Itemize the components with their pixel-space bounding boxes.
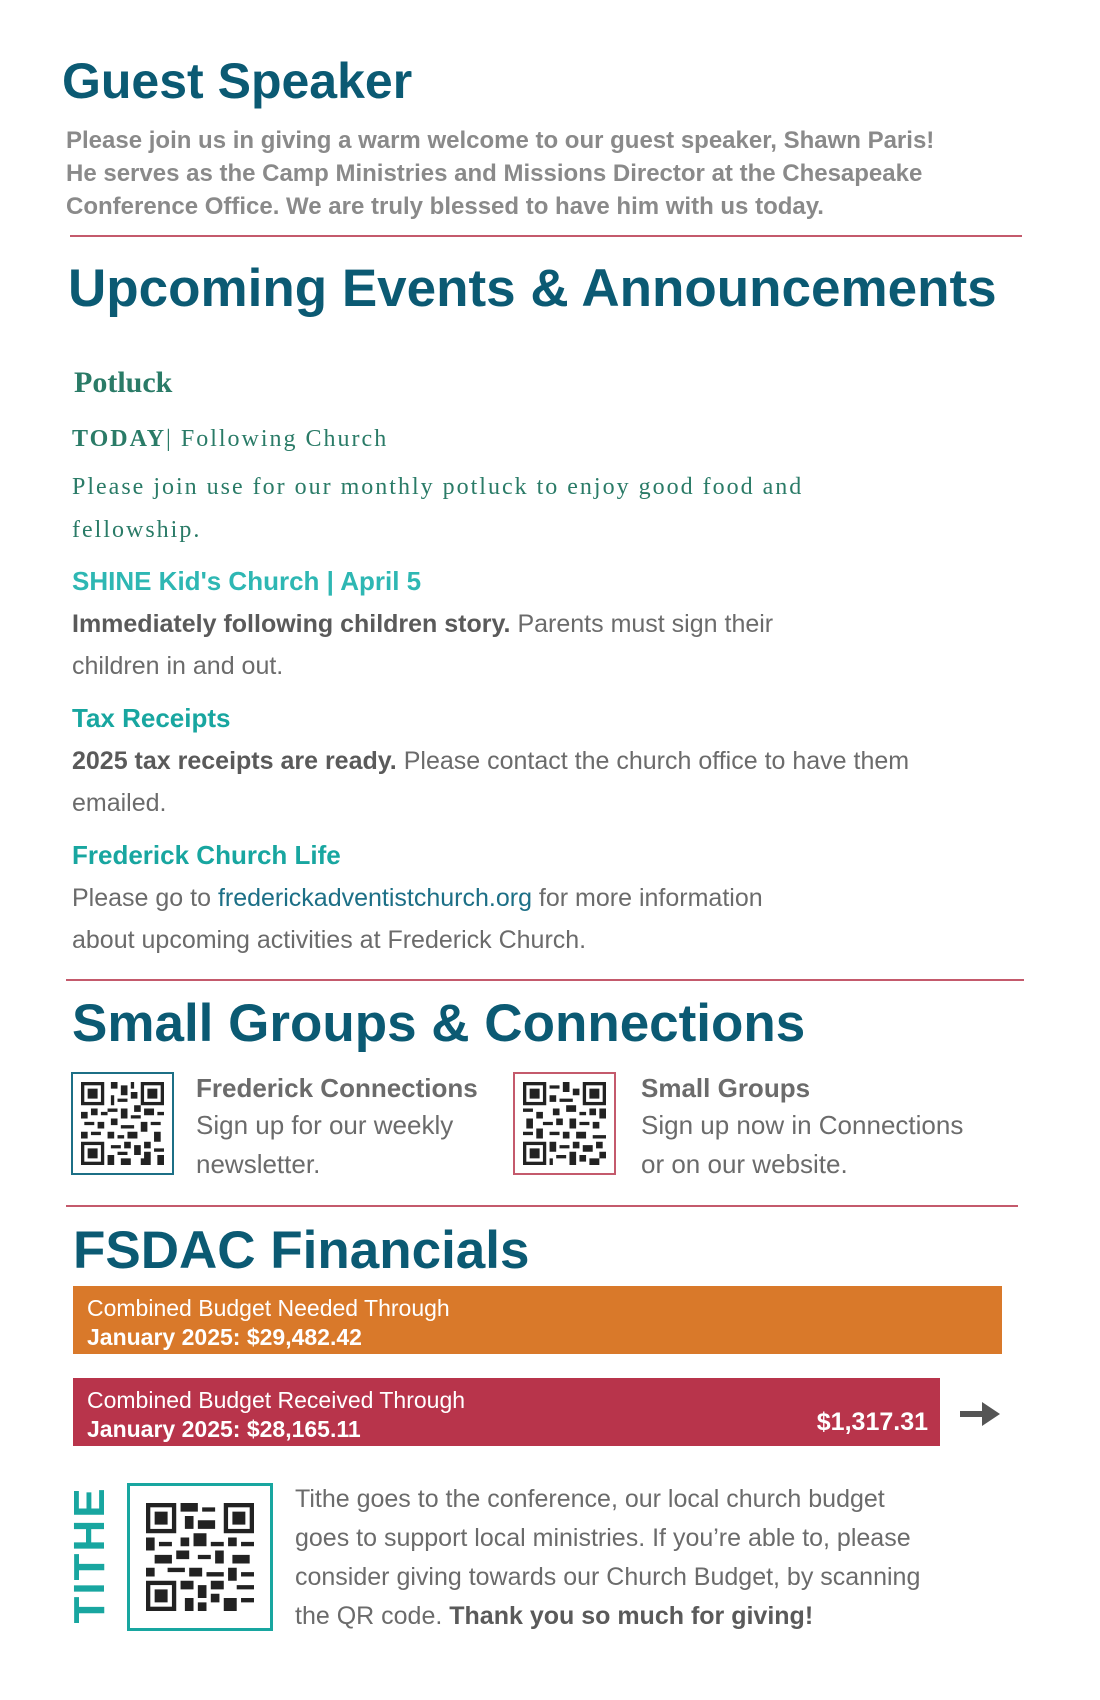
church-life-section [72, 840, 763, 961]
divider [66, 1205, 1018, 1207]
connections-qr-code[interactable] [71, 1072, 174, 1175]
tithe-qr-code[interactable] [127, 1483, 273, 1631]
potluck-desc-line: fellowship. [72, 517, 202, 543]
shine-section [72, 566, 773, 687]
small-groups-line: Sign up now in Connections [641, 1110, 964, 1140]
potluck-heading: Potluck [74, 366, 173, 399]
shine-rest2: children in and out. [72, 652, 284, 680]
budget-received-label: Combined Budget Received Through [87, 1387, 466, 1413]
tax-heading: Tax Receipts [72, 703, 231, 733]
guest-line: He serves as the Camp Ministries and Missions Director at the Chesapeake [66, 160, 923, 187]
tithe-label-text: TITHE [65, 1486, 114, 1624]
tithe-line [295, 1597, 920, 1636]
tithe-line: consider giving towards our Church Budget, by scanning [295, 1563, 921, 1591]
events-title: Upcoming Events & Announcements [68, 259, 997, 318]
tithe-label [61, 1480, 119, 1630]
church-life-text [72, 877, 763, 961]
potluck-when-bold: TODAY [72, 426, 167, 452]
tax-rest2: emailed. [72, 789, 167, 817]
qr-code-icon [81, 1082, 164, 1165]
church-life-line2: about upcoming activities at Frederick Church. [72, 926, 587, 954]
potluck-desc-line: Please join use for our monthly potluck to enjoy good food and [72, 474, 804, 500]
shine-text [72, 603, 773, 687]
divider [70, 235, 1022, 237]
church-life-pre: Please go to [72, 884, 218, 912]
budget-needed-amount: January 2025: $29,482.42 [87, 1324, 362, 1350]
connections-line: newsletter. [196, 1149, 321, 1179]
small-groups-heading: Small Groups [641, 1073, 811, 1103]
church-life-post: for more information [531, 884, 763, 912]
tax-bold: 2025 tax receipts are ready. [72, 747, 397, 775]
tax-rest: Please contact the church office to have them [396, 747, 910, 775]
guest-line: Conference Office. We are truly blessed to have him with us today. [66, 193, 824, 220]
guest-line: Please join us in giving a warm welcome to our guest speaker, Shawn Paris! [66, 127, 935, 154]
shine-heading: SHINE Kid's Church | April 5 [72, 566, 422, 596]
tithe-text [295, 1480, 920, 1636]
tithe-line4-pre: the QR code. [295, 1602, 450, 1630]
church-life-heading: Frederick Church Life [72, 840, 341, 870]
connections-info [196, 1070, 478, 1184]
budget-received-amount: January 2025: $28,165.11 [87, 1416, 361, 1442]
arrow-right-icon [960, 1402, 1002, 1426]
budget-needed-label: Combined Budget Needed Through [87, 1295, 450, 1321]
budget-received-bar [73, 1378, 940, 1446]
potluck-when [72, 426, 388, 453]
qr-code-icon [523, 1082, 606, 1165]
tithe-line: goes to support local ministries. If you’re able to, please [295, 1524, 911, 1552]
small-groups-line: or on our website. [641, 1149, 848, 1179]
tax-section [72, 703, 909, 824]
shine-rest: Parents must sign their [510, 610, 774, 638]
guest-speaker-title: Guest Speaker [62, 53, 413, 109]
budget-needed-bar [73, 1286, 1002, 1354]
financials-title: FSDAC Financials [73, 1221, 530, 1280]
potluck-desc [72, 466, 803, 552]
shine-bold: Immediately following children story. [72, 610, 511, 638]
divider [66, 979, 1024, 981]
budget-difference: $1,317.31 [816, 1408, 928, 1436]
church-website-link[interactable]: frederickadventistchurch.org [217, 884, 532, 912]
groups-title: Small Groups & Connections [72, 994, 806, 1053]
connections-heading: Frederick Connections [196, 1073, 478, 1103]
small-groups-qr-code[interactable] [513, 1072, 616, 1175]
potluck-when-rest: | Following Church [166, 426, 389, 452]
qr-code-icon [146, 1502, 254, 1612]
connections-line: Sign up for our weekly [196, 1110, 454, 1140]
tithe-thanks: Thank you so much for giving! [449, 1602, 814, 1630]
tax-text [72, 740, 909, 824]
small-groups-info [641, 1070, 963, 1184]
tithe-line: Tithe goes to the conference, our local church budget [295, 1485, 885, 1513]
guest-speaker-text [66, 124, 934, 223]
